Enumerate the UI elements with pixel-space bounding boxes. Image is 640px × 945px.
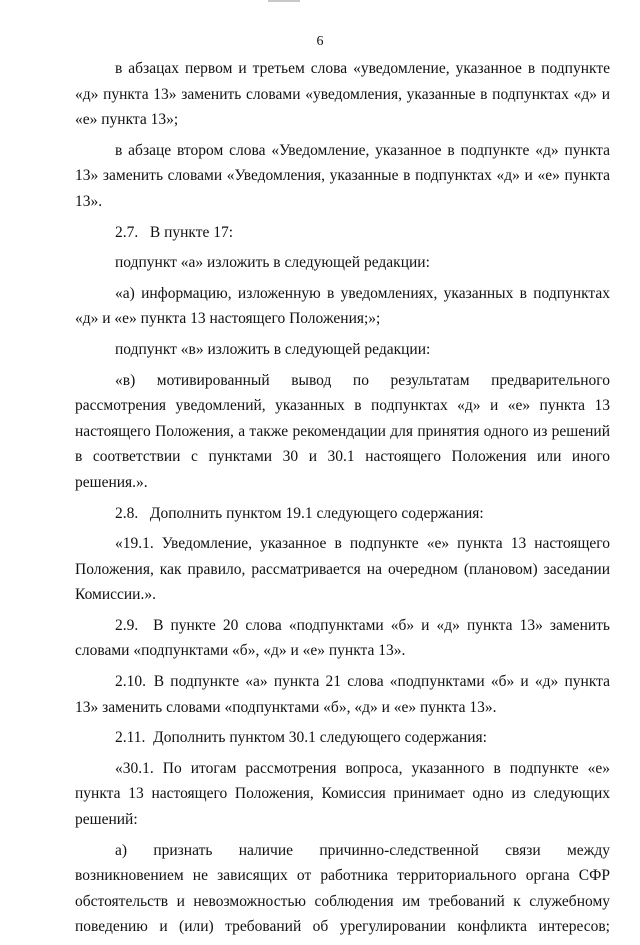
paragraph-10: 2.9. В пункте 20 слова «подпунктами «б» и «д» пункта 13» заменить словами «подпунктами «б», «д» и «е» пункта 13». bbox=[75, 616, 610, 660]
paragraph-4: подпункт «а» изложить в следующей редакции: bbox=[115, 254, 430, 272]
paragraph-13: «30.1. По итогам рассмотрения вопроса, указанного в подпункте «е» пункта 13 настоящего Положения, Комиссия принимает одно из следующих решений: bbox=[75, 759, 610, 829]
paragraph-7: «в) мотивированный вывод по результатам предварительного рассмотрения уведомлений, указанных в подпунктах «д» и «е» пункта 13 настоящего Положения, а также рекомендации для принятия одного из решений в соответствии с пунктами 30 и 30.1 настоящего Положения или иного решения.». bbox=[75, 371, 610, 491]
paragraph-14: а) признать наличие причинно-следственной связи между возникновением не зависящих от работника территориального органа СФР обстоятельств и невозможностью соблюдения им требований к служебному поведению и (или) требований об урегулировании конфликта интересов; bbox=[75, 841, 610, 936]
page-number: 6 bbox=[316, 34, 324, 49]
paragraph-2: в абзаце втором слова «Уведомление, указанное в подпункте «д» пункта 13» заменить словами «Уведомления, указанные в подпунктах «д» и «е» пункта 13». bbox=[75, 141, 610, 210]
paragraph-5: «а) информацию, изложенную в уведомлениях, указанных в подпунктах «д» и «е» пункта 13 настоящего Положения;»; bbox=[75, 284, 610, 328]
paragraph-8: 2.8. Дополнить пунктом 19.1 следующего содержания: bbox=[115, 504, 484, 522]
scan-artifact bbox=[268, 0, 300, 2]
paragraph-9: «19.1. Уведомление, указанное в подпункте «е» пункта 13 настоящего Положения, как правило, рассматривается на очередном (плановом) заседании Комиссии.». bbox=[75, 535, 610, 604]
paragraph-1: в абзацах первом и третьем слова «уведомление, указанное в подпункте «д» пункта 13» заменить словами «уведомления, указанные в подпунктах «д» и «е» пункта 13»; bbox=[75, 60, 610, 129]
paragraph-6: подпункт «в» изложить в следующей редакции: bbox=[115, 340, 431, 358]
paragraph-11: 2.10. В подпункте «а» пункта 21 слова «подпунктами «б» и «д» пункта 13» заменить словами «подпунктами «б», «д» и «е» пункта 13». bbox=[75, 673, 610, 716]
paragraph-3: 2.7. В пункте 17: bbox=[115, 223, 234, 241]
paragraph-12: 2.11. Дополнить пунктом 30.1 следующего содержания: bbox=[115, 729, 487, 747]
document-body bbox=[75, 56, 610, 945]
